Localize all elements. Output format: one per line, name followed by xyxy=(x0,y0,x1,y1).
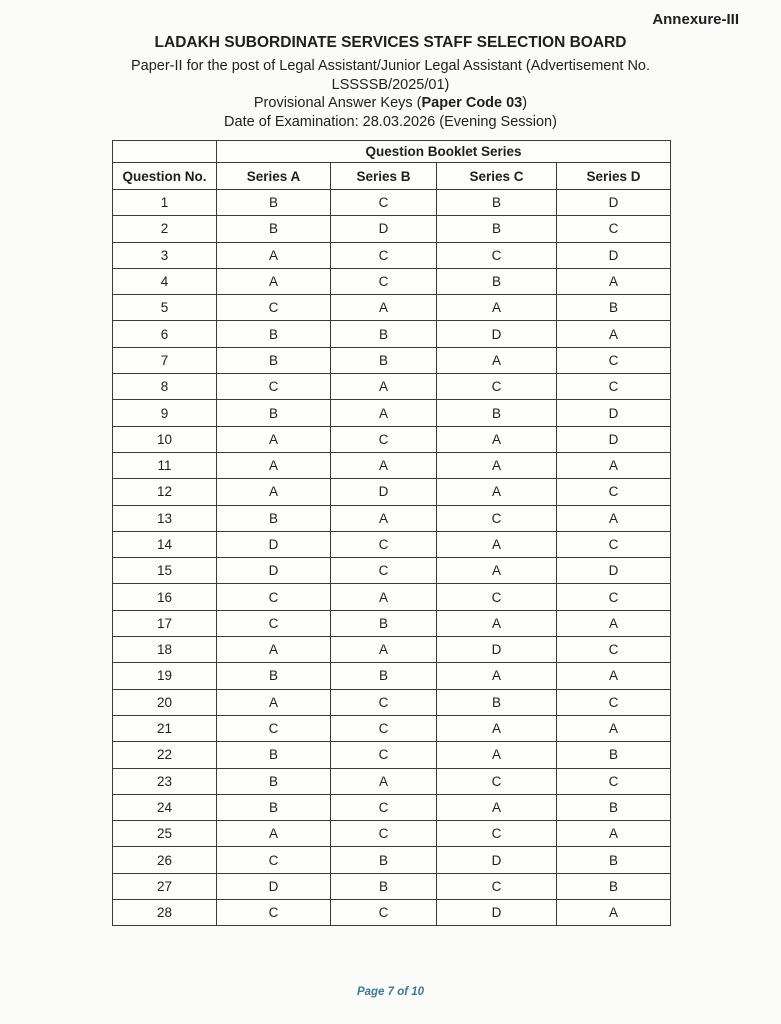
answer-cell: C xyxy=(437,242,557,268)
table-row xyxy=(113,190,671,216)
answer-cell: D xyxy=(217,558,331,584)
table-row xyxy=(113,374,671,400)
answer-cell: B xyxy=(331,873,437,899)
col-header-question-no: Question No. xyxy=(113,163,217,190)
answer-cell: A xyxy=(217,268,331,294)
table-row xyxy=(113,400,671,426)
question-number-cell: 17 xyxy=(113,610,217,636)
answer-cell: A xyxy=(437,794,557,820)
answer-cell: D xyxy=(437,637,557,663)
answer-cell: C xyxy=(557,374,671,400)
answer-cell: A xyxy=(557,821,671,847)
question-number-cell: 15 xyxy=(113,558,217,584)
answer-cell: A xyxy=(557,610,671,636)
answer-cell: B xyxy=(557,742,671,768)
question-number-cell: 7 xyxy=(113,347,217,373)
table-row xyxy=(113,900,671,926)
question-number-cell: 5 xyxy=(113,295,217,321)
answer-cell: C xyxy=(331,190,437,216)
table-row xyxy=(113,347,671,373)
answer-cell: A xyxy=(557,321,671,347)
question-number-cell: 2 xyxy=(113,216,217,242)
answer-cell: C xyxy=(557,216,671,242)
answer-cell: C xyxy=(217,847,331,873)
table-row xyxy=(113,426,671,452)
answer-cell: A xyxy=(331,768,437,794)
answer-cell: A xyxy=(331,452,437,478)
empty-header-cell xyxy=(113,141,217,163)
answer-cell: B xyxy=(217,794,331,820)
answer-cell: A xyxy=(437,479,557,505)
answer-cell: B xyxy=(217,742,331,768)
answer-cell: A xyxy=(217,479,331,505)
answer-cell: B xyxy=(331,347,437,373)
answer-cell: B xyxy=(217,190,331,216)
question-number-cell: 10 xyxy=(113,426,217,452)
table-row xyxy=(113,715,671,741)
question-number-cell: 6 xyxy=(113,321,217,347)
col-header-series-c: Series C xyxy=(437,163,557,190)
table-row xyxy=(113,531,671,557)
answer-cell: A xyxy=(437,295,557,321)
exam-date-line: Date of Examination: 28.03.2026 (Evening Session) xyxy=(224,113,557,130)
question-number-cell: 23 xyxy=(113,768,217,794)
question-number-cell: 8 xyxy=(113,374,217,400)
answer-cell: C xyxy=(217,900,331,926)
col-header-series-b: Series B xyxy=(331,163,437,190)
table-row xyxy=(113,873,671,899)
answer-cell: B xyxy=(217,321,331,347)
answer-cell: B xyxy=(217,768,331,794)
answer-cell: D xyxy=(217,873,331,899)
table-row xyxy=(113,689,671,715)
group-header-row xyxy=(113,141,671,163)
answer-cell: B xyxy=(437,689,557,715)
answer-cell: D xyxy=(437,321,557,347)
table-row xyxy=(113,637,671,663)
answer-cell: D xyxy=(331,216,437,242)
answer-cell: C xyxy=(557,347,671,373)
answer-cell: A xyxy=(557,452,671,478)
answer-cell: C xyxy=(437,584,557,610)
answer-cell: C xyxy=(437,873,557,899)
answer-cell: A xyxy=(217,426,331,452)
question-number-cell: 9 xyxy=(113,400,217,426)
table-row xyxy=(113,479,671,505)
page-number: Page 7 of 10 xyxy=(356,986,425,998)
answer-key-table xyxy=(112,140,671,926)
answer-cell: A xyxy=(217,689,331,715)
question-number-cell: 26 xyxy=(113,847,217,873)
question-number-cell: 4 xyxy=(113,268,217,294)
annexure-label: Annexure-III xyxy=(652,11,739,28)
answer-cell: B xyxy=(217,400,331,426)
answer-cell: A xyxy=(217,637,331,663)
answer-cell: D xyxy=(437,847,557,873)
answer-cell: A xyxy=(557,715,671,741)
answer-cell: A xyxy=(557,663,671,689)
answer-cell: C xyxy=(331,268,437,294)
answer-cell: C xyxy=(331,689,437,715)
answer-cell: D xyxy=(331,479,437,505)
table-row xyxy=(113,505,671,531)
paper-line-2: LSSSSB/2025/01) xyxy=(331,76,450,93)
answer-cell: B xyxy=(217,505,331,531)
answer-cell: C xyxy=(217,715,331,741)
answer-cell: D xyxy=(437,900,557,926)
answer-keys-prefix: Provisional Answer Keys ( xyxy=(253,95,422,111)
table-row xyxy=(113,821,671,847)
answer-cell: A xyxy=(557,505,671,531)
table-row xyxy=(113,663,671,689)
answer-cell: B xyxy=(437,216,557,242)
question-number-cell: 21 xyxy=(113,715,217,741)
answer-keys-suffix: ) xyxy=(522,95,528,111)
answer-cell: B xyxy=(557,295,671,321)
table-row xyxy=(113,742,671,768)
answer-cell: D xyxy=(557,558,671,584)
answer-cell: A xyxy=(331,637,437,663)
answer-cell: D xyxy=(217,531,331,557)
table-row xyxy=(113,268,671,294)
answer-cell: A xyxy=(437,715,557,741)
answer-cell: C xyxy=(331,821,437,847)
booklet-series-header: Question Booklet Series xyxy=(217,141,671,163)
table-row xyxy=(113,847,671,873)
table-row xyxy=(113,321,671,347)
answer-cell: C xyxy=(437,768,557,794)
answer-cell: B xyxy=(331,610,437,636)
answer-cell: A xyxy=(557,268,671,294)
answer-cell: C xyxy=(331,558,437,584)
answer-cell: C xyxy=(437,821,557,847)
answer-cell: C xyxy=(217,584,331,610)
table-row xyxy=(113,768,671,794)
answer-cell: B xyxy=(557,847,671,873)
answer-cell: D xyxy=(557,400,671,426)
answer-keys-line xyxy=(0,94,781,113)
table-row xyxy=(113,242,671,268)
table-row xyxy=(113,794,671,820)
answer-cell: B xyxy=(217,663,331,689)
answer-cell: A xyxy=(437,452,557,478)
question-number-cell: 20 xyxy=(113,689,217,715)
answer-cell: D xyxy=(557,190,671,216)
answer-cell: A xyxy=(217,242,331,268)
answer-cell: B xyxy=(331,321,437,347)
answer-cell: A xyxy=(331,374,437,400)
col-header-series-a: Series A xyxy=(217,163,331,190)
answer-cell: A xyxy=(331,400,437,426)
question-number-cell: 3 xyxy=(113,242,217,268)
question-number-cell: 12 xyxy=(113,479,217,505)
answer-cell: B xyxy=(331,847,437,873)
board-title: LADAKH SUBORDINATE SERVICES STAFF SELECTION BOARD xyxy=(154,34,627,51)
answer-cell: A xyxy=(437,558,557,584)
question-number-cell: 16 xyxy=(113,584,217,610)
answer-cell: C xyxy=(557,637,671,663)
answer-cell: A xyxy=(217,452,331,478)
table-row xyxy=(113,558,671,584)
question-number-cell: 1 xyxy=(113,190,217,216)
answer-cell: B xyxy=(437,400,557,426)
answer-cell: C xyxy=(557,479,671,505)
question-number-cell: 11 xyxy=(113,452,217,478)
table-row xyxy=(113,584,671,610)
table-row xyxy=(113,452,671,478)
answer-cell: B xyxy=(331,663,437,689)
answer-cell: B xyxy=(557,794,671,820)
answer-cell: D xyxy=(557,242,671,268)
answer-cell: C xyxy=(557,531,671,557)
table-row xyxy=(113,295,671,321)
answer-cell: C xyxy=(331,531,437,557)
document-header xyxy=(0,34,781,131)
answer-cell: A xyxy=(331,295,437,321)
answer-cell: B xyxy=(557,873,671,899)
answer-cell: C xyxy=(217,610,331,636)
answer-cell: B xyxy=(217,216,331,242)
answer-cell: C xyxy=(217,374,331,400)
answer-cell: C xyxy=(331,242,437,268)
question-number-cell: 14 xyxy=(113,531,217,557)
answer-cell: C xyxy=(437,505,557,531)
answer-cell: C xyxy=(557,689,671,715)
answer-cell: A xyxy=(437,531,557,557)
answer-cell: A xyxy=(437,610,557,636)
answer-cell: B xyxy=(437,268,557,294)
answer-cell: C xyxy=(437,374,557,400)
answer-cell: A xyxy=(437,347,557,373)
answer-cell: C xyxy=(557,584,671,610)
answer-cell: B xyxy=(217,347,331,373)
answer-cell: C xyxy=(557,768,671,794)
answer-cell: C xyxy=(331,900,437,926)
answer-cell: A xyxy=(437,663,557,689)
col-header-series-d: Series D xyxy=(557,163,671,190)
table-row xyxy=(113,216,671,242)
answer-cell: C xyxy=(331,715,437,741)
question-number-cell: 19 xyxy=(113,663,217,689)
answer-cell: D xyxy=(557,426,671,452)
answer-cell: C xyxy=(331,426,437,452)
answer-cell: A xyxy=(437,742,557,768)
answer-cell: C xyxy=(331,794,437,820)
answer-cell: A xyxy=(331,584,437,610)
answer-cell: A xyxy=(437,426,557,452)
table-row xyxy=(113,610,671,636)
answer-cell: C xyxy=(331,742,437,768)
question-number-cell: 28 xyxy=(113,900,217,926)
answer-cell: B xyxy=(437,190,557,216)
question-number-cell: 25 xyxy=(113,821,217,847)
question-number-cell: 13 xyxy=(113,505,217,531)
question-number-cell: 18 xyxy=(113,637,217,663)
paper-line-1: Paper-II for the post of Legal Assistant/Junior Legal Assistant (Advertisement No. xyxy=(130,58,651,74)
answer-cell: A xyxy=(557,900,671,926)
column-header-row xyxy=(113,163,671,190)
answer-cell: C xyxy=(217,295,331,321)
answer-cell: A xyxy=(217,821,331,847)
answer-cell: A xyxy=(331,505,437,531)
question-number-cell: 27 xyxy=(113,873,217,899)
paper-code-label: Paper Code 03 xyxy=(421,95,523,111)
question-number-cell: 24 xyxy=(113,794,217,820)
question-number-cell: 22 xyxy=(113,742,217,768)
